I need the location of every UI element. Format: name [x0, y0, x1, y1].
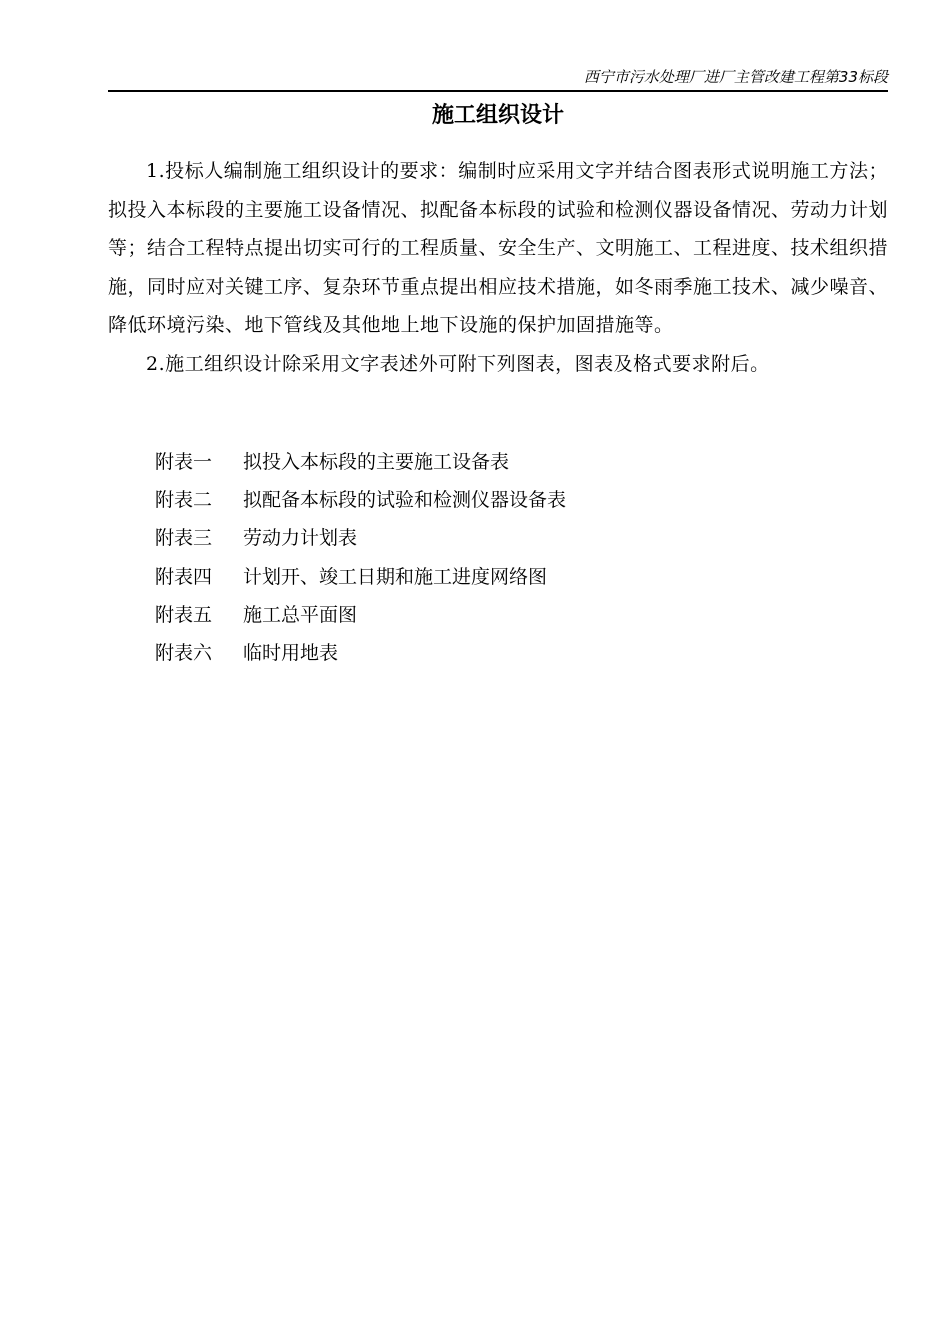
appendix-text: 临时用地表 — [243, 642, 339, 665]
appendix-label: 附表三 — [155, 527, 213, 550]
appendix-item — [155, 596, 566, 634]
appendix-item — [155, 443, 566, 481]
appendix-list — [155, 443, 566, 672]
appendix-text: 计划开、竣工日期和施工进度网络图 — [243, 565, 548, 588]
appendix-item — [155, 634, 566, 672]
appendix-text: 施工总平面图 — [243, 603, 358, 626]
appendix-item — [155, 481, 566, 519]
document-title: 施工组织设计 — [431, 103, 564, 128]
appendix-text: 拟投入本标段的主要施工设备表 — [243, 451, 510, 473]
appendix-label: 附表六 — [155, 642, 213, 665]
appendix-item — [155, 519, 566, 557]
appendix-text: 劳动力计划表 — [243, 527, 358, 550]
header-project-name: 西宁市污水处理厂进厂主管改建工程第33标段 — [583, 68, 888, 86]
appendix-item — [155, 558, 566, 596]
appendix-text: 拟配备本标段的试验和检测仪器设备表 — [243, 489, 567, 512]
appendix-label: 附表五 — [155, 603, 213, 626]
page-header — [108, 66, 888, 92]
appendix-label: 附表二 — [155, 489, 213, 512]
appendix-label: 附表一 — [155, 451, 213, 473]
appendix-label: 附表四 — [155, 565, 213, 588]
paragraph-requirements: 1.投标人编制施工组织设计的要求：编制时应采用文字并结合图表形式说明施工方法；拟投入本标段的主要施工设备情况、拟配备本标段的试验和检测仪器设备情况、劳动力计划等；结合工程特点提出切实可行的工程质量、安全生产、文明施工、工程进度、技术组织措施，同时应对关键工序、复杂环节重点提出相应技术措施，如冬雨季施工技术、减少噪音、降低环境污染、地下管线及其他地上地下设施的保护加固措施等。 — [108, 160, 889, 336]
paragraph-attachments-note: 2.施工组织设计除采用文字表述外可附下列图表，图表及格式要求附后。 — [146, 352, 770, 375]
requirements-section — [108, 152, 888, 383]
